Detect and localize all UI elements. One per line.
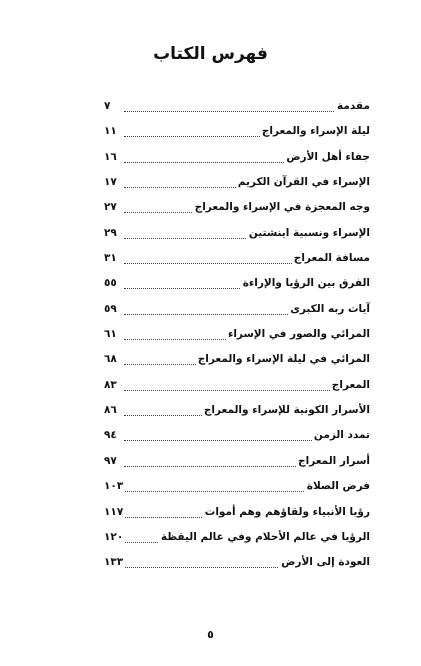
toc-entry-title: رؤيا الأنبياء ولقاؤهم وهم أموات <box>204 505 370 518</box>
toc-entry-page: ٩٤ <box>104 429 117 442</box>
toc-entry-page: ٧ <box>104 100 111 112</box>
toc-entry-page: ١٧ <box>104 176 117 189</box>
toc-entry <box>104 351 370 376</box>
toc-entry-title: الرؤيا في عالم الأحلام وفي عالم اليقظة <box>160 530 370 543</box>
toc-entry-title: العودة إلى الأرض <box>281 556 370 569</box>
toc-entry-page: ٨٣ <box>104 378 117 391</box>
toc-entry <box>104 123 370 148</box>
toc-entry <box>104 174 370 199</box>
toc-entry-page: ٣١ <box>104 252 117 265</box>
toc-entry-page: ١٣٣ <box>104 556 124 569</box>
toc-entry-title: مسافة المعراج <box>293 252 370 265</box>
toc-entry-title: جفاء أهل الأرض <box>286 150 370 163</box>
toc-entry-title: تمدد الزمن <box>313 429 370 442</box>
toc-entry-title: الأسرار الكونية للإسراء والمعراج <box>203 404 370 417</box>
toc-entry-page: ٨٦ <box>104 404 117 417</box>
toc-entry <box>104 250 370 275</box>
toc-entry <box>104 554 370 579</box>
toc-entry <box>104 301 370 326</box>
toc-entry-page: ١١٧ <box>104 505 124 518</box>
toc-entry-page: ١١ <box>104 125 117 138</box>
toc-entry <box>104 453 370 478</box>
toc-entry-page: ٥٥ <box>104 277 117 290</box>
toc-entry-page: ٦١ <box>104 328 117 341</box>
toc-entry-title: المرائي في ليلة الإسراء والمعراج <box>197 353 370 366</box>
toc-entry-title: الإسراء في القرآن الكريم <box>237 176 370 189</box>
toc-entry <box>104 377 370 402</box>
toc-entry <box>104 275 370 300</box>
toc-entry-page: ١٠٣ <box>104 480 124 493</box>
toc-entry <box>104 402 370 427</box>
toc-entry <box>104 427 370 452</box>
toc-entry <box>104 98 370 123</box>
toc-entry-page: ٢٧ <box>104 201 117 214</box>
toc-entry <box>104 529 370 554</box>
toc-entry-title: وجه المعجزة في الإسراء والمعراج <box>194 201 370 214</box>
toc-entry <box>104 149 370 174</box>
dotted-leader <box>124 390 350 391</box>
dotted-leader <box>124 111 350 112</box>
toc-entry <box>104 199 370 224</box>
toc-entry <box>104 326 370 351</box>
toc-entry-title: آيات ربه الكبرى <box>290 302 370 315</box>
toc-entry <box>104 225 370 250</box>
toc-entry-title: مقدمة <box>337 100 370 112</box>
toc-entry-title: الفرق بين الرؤيا والإراءة <box>242 277 370 290</box>
page-title: فهرس الكتاب <box>153 44 268 64</box>
page-number: ٥ <box>207 628 214 641</box>
toc-entry-page: ١٦ <box>104 150 117 163</box>
toc-entry-title: ليلة الإسراء والمعراج <box>261 125 370 138</box>
toc-entry-title: المرائي والصور في الإسراء <box>227 328 370 341</box>
toc-entry <box>104 504 370 529</box>
toc-entry-title: أسرار المعراج <box>298 454 370 467</box>
toc-entry-page: ٢٩ <box>104 226 117 239</box>
toc-entry-title: فرض الصلاة <box>306 480 370 493</box>
toc-entry-page: ٥٩ <box>104 302 117 315</box>
table-of-contents <box>104 98 370 580</box>
toc-entry-page: ٦٨ <box>104 353 117 366</box>
toc-entry-title: الإسراء ونسبية اينشتين <box>248 226 370 239</box>
toc-entry <box>104 478 370 503</box>
toc-entry-title: المعراج <box>331 378 370 391</box>
toc-entry-page: ٩٧ <box>104 454 117 467</box>
toc-entry-page: ١٢٠ <box>104 530 124 543</box>
